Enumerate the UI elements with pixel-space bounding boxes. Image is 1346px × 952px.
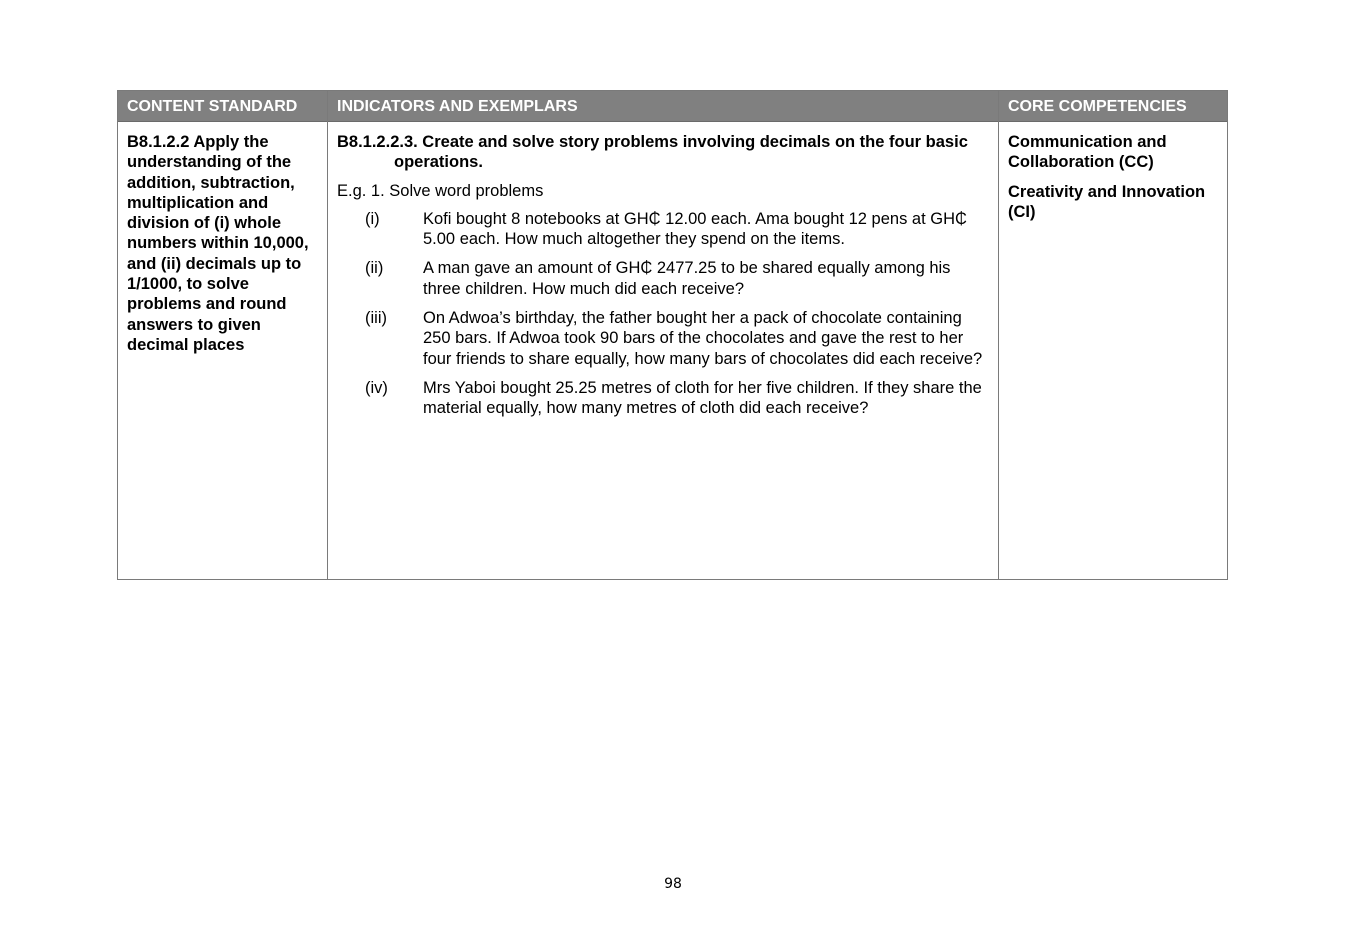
page-number: 98: [664, 876, 682, 892]
content-standard-column: [118, 91, 328, 579]
list-item: [337, 209, 989, 250]
competency-item: Communication and Collaboration (CC): [1008, 133, 1167, 172]
core-competencies-column: [999, 91, 1227, 579]
list-item-number: (i): [365, 209, 380, 228]
list-item-text: On Adwoa’s birthday, the father bought her a pack of chocolate containing 250 bars. If Adwoa took 90 bars of the chocolates and gave the rest to her four friends to share equally, how many bars of chocolates did each receive?: [423, 309, 983, 368]
content-standard-text: B8.1.2.2 Apply the understanding of the addition, subtraction, multiplication and division of (i) whole numbers within 10,000, and (ii) decimals up to 1/1000, to solve problems and round answers to given decimal places: [127, 133, 309, 354]
list-item: [337, 258, 989, 299]
list-item-number: (iii): [365, 309, 387, 328]
indicator-title: B8.1.2.2.3. Create and solve story problems involving decimals on the four basic operations.: [337, 133, 968, 172]
list-item: [337, 308, 989, 369]
curriculum-table: [117, 90, 1228, 580]
indicators-header: INDICATORS AND EXEMPLARS: [328, 91, 998, 122]
list-item-text: Mrs Yaboi bought 25.25 metres of cloth for her five children. If they share the material equally, how many metres of cloth did each receive?: [423, 378, 982, 418]
list-item-text: A man gave an amount of GH₵ 2477.25 to be shared equally among his three children. How much did each receive?: [423, 259, 951, 298]
core-competencies-header: CORE COMPETENCIES: [999, 91, 1227, 122]
list-item: [337, 378, 989, 419]
competency-item: Creativity and Innovation (CI): [1008, 182, 1206, 221]
content-standard-header: CONTENT STANDARD: [118, 91, 327, 122]
indicators-column: [328, 91, 999, 579]
example-label: E.g. 1. Solve word problems: [337, 181, 544, 200]
competencies-cell: [999, 122, 1227, 222]
list-item-number: (ii): [365, 259, 384, 278]
list-item-text: Kofi bought 8 notebooks at GH₵ 12.00 each. Ama bought 12 pens at GH₵ 5.00 each. How much altogether they spend on the items.: [423, 209, 967, 249]
indicators-cell: [328, 122, 998, 419]
list-item-number: (iv): [365, 378, 388, 397]
